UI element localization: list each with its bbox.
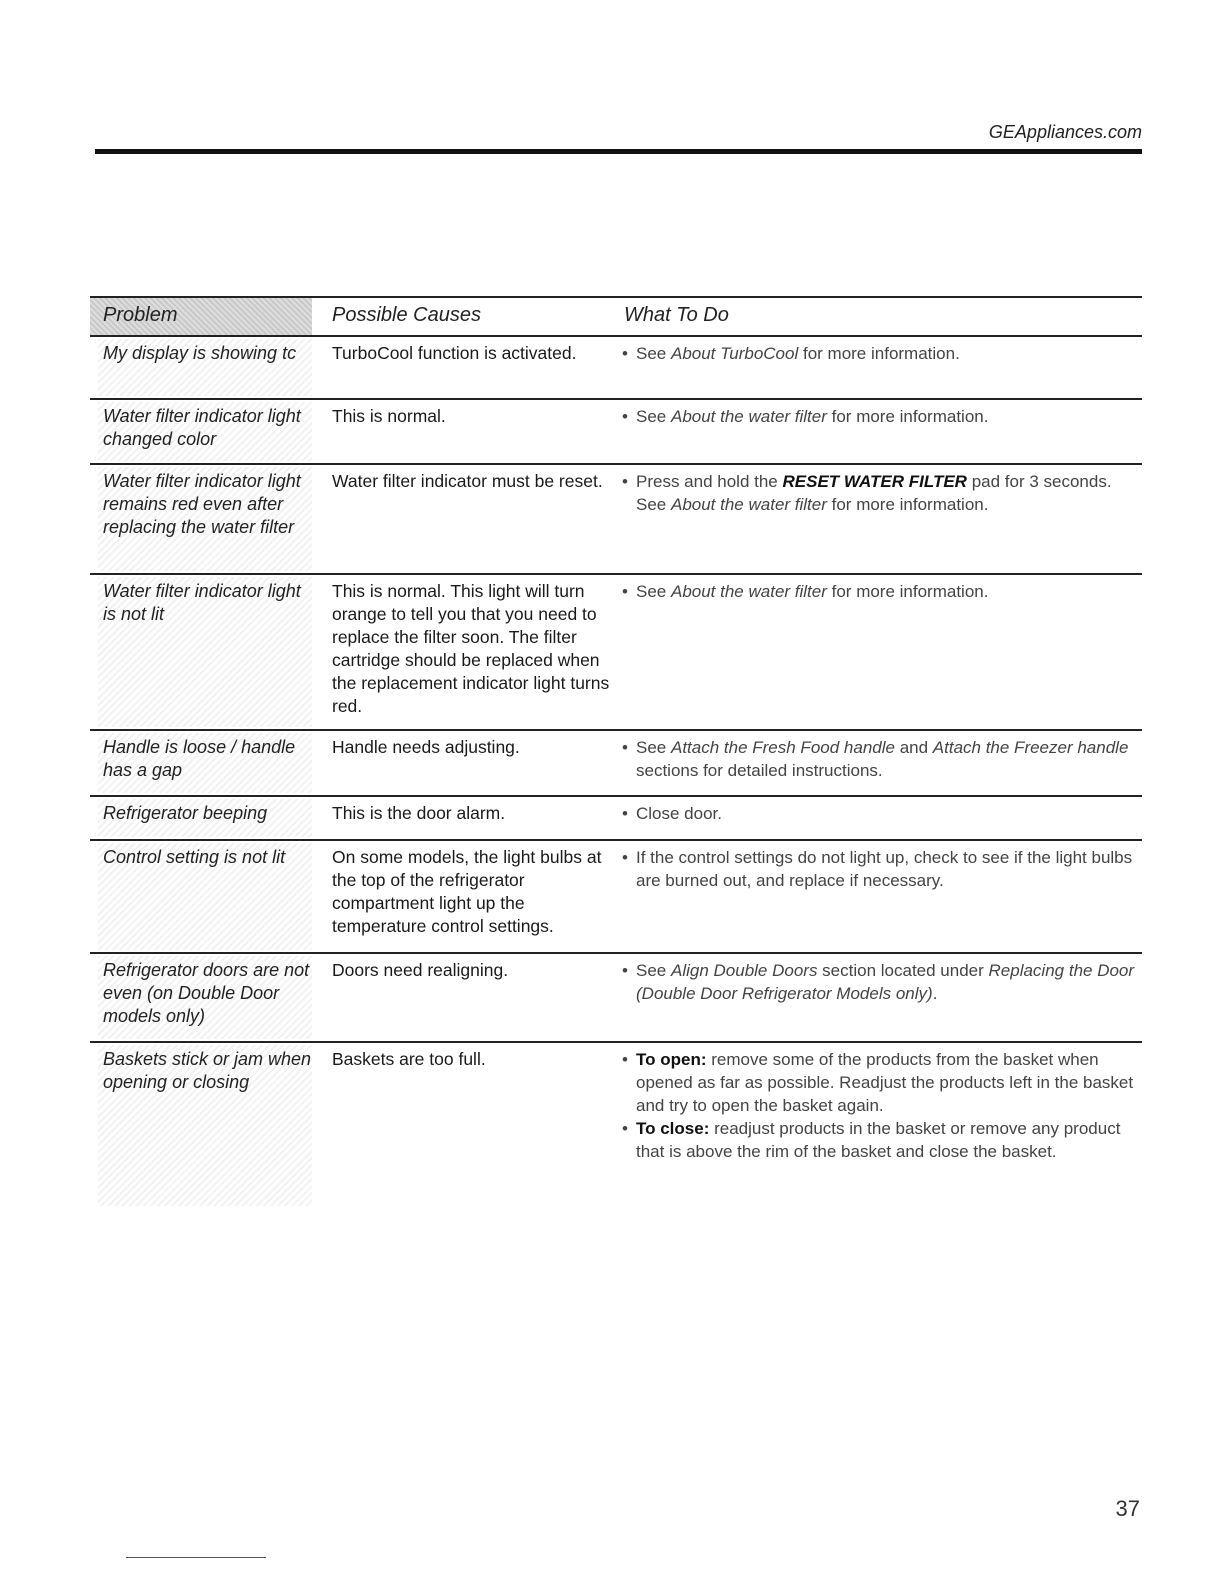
problem-cell: Refrigerator doors are not even (on Double Door models only) [103, 960, 310, 1026]
todo-cell [622, 846, 1142, 892]
cause-cell: Baskets are too full. [332, 1049, 486, 1069]
table-row [90, 1043, 1142, 1208]
todo-item: • See Align Double Doors section located under Replacing the Door (Double Door Refrigerator Models only). [622, 959, 1142, 1005]
todo-item: • See Attach the Fresh Food handle and Attach the Freezer handle sections for detailed instructions. [622, 736, 1142, 782]
todo-cell [622, 342, 1142, 365]
troubleshooting-table [90, 296, 1142, 1208]
footer-line [126, 1557, 266, 1558]
todo-cell [622, 470, 1142, 516]
todo-cell [622, 802, 1142, 825]
column-header-problem: Problem [103, 304, 178, 326]
todo-item: • See About the water filter for more information. [622, 405, 1142, 428]
todo-item: • To close: readjust products in the basket or remove any product that is above the rim of the basket and close the basket. [622, 1117, 1142, 1163]
problem-cell: Handle is loose / handle has a gap [103, 737, 296, 780]
page-number: 37 [1115, 1496, 1140, 1521]
cause-cell: Water filter indicator must be reset. [332, 471, 603, 491]
todo-item: • To open: remove some of the products from the basket when opened as far as possible. Readjust the products left in the basket and try to open the basket again. [622, 1048, 1142, 1117]
table-header [90, 296, 1142, 337]
todo-cell [622, 580, 1142, 603]
cause-cell: This is the door alarm. [332, 803, 506, 823]
column-header-causes: Possible Causes [332, 304, 481, 326]
table-row [90, 797, 1142, 841]
cause-cell: This is normal. This light will turn orange to tell you that you need to replace the filter soon. The filter cartridge should be replaced when the replacement indicator light turns red. [332, 581, 610, 716]
todo-cell [622, 959, 1142, 1005]
todo-item: • See About TurboCool for more information. [622, 342, 1142, 365]
problem-cell: Control setting is not lit [103, 847, 286, 867]
problem-cell: My display is showing tc [103, 343, 297, 363]
table-row [90, 841, 1142, 954]
todo-item: • Close door. [622, 802, 1142, 825]
site-url: GEAppliances.com [988, 122, 1142, 142]
problem-cell: Water filter indicator light is not lit [103, 581, 301, 624]
problem-cell: Water filter indicator light changed color [103, 406, 301, 449]
cause-cell: This is normal. [332, 406, 446, 426]
table-row [90, 337, 1142, 400]
todo-cell [622, 736, 1142, 782]
todo-cell [622, 405, 1142, 428]
problem-cell: Water filter indicator light remains red even after replacing the water filter [103, 471, 301, 537]
table-row [90, 465, 1142, 575]
todo-item: • Press and hold the RESET WATER FILTER pad for 3 seconds. See About the water filter for more information. [622, 470, 1142, 516]
todo-cell [622, 1048, 1142, 1163]
problem-cell: Baskets stick or jam when opening or closing [103, 1049, 312, 1092]
cause-cell: TurboCool function is activated. [332, 343, 577, 363]
header-rule [95, 149, 1142, 154]
cause-cell: Doors need realigning. [332, 960, 509, 980]
problem-cell: Refrigerator beeping [103, 803, 268, 823]
column-header-what-to-do: What To Do [624, 304, 729, 326]
todo-item: • If the control settings do not light up, check to see if the light bulbs are burned out, and replace if necessary. [622, 846, 1142, 892]
table-row [90, 954, 1142, 1043]
table-row [90, 575, 1142, 731]
todo-item: • See About the water filter for more information. [622, 580, 1142, 603]
cause-cell: On some models, the light bulbs at the top of the refrigerator compartment light up the temperature control settings. [332, 847, 602, 936]
table-row [90, 400, 1142, 465]
cause-cell: Handle needs adjusting. [332, 737, 520, 757]
table-row [90, 731, 1142, 797]
